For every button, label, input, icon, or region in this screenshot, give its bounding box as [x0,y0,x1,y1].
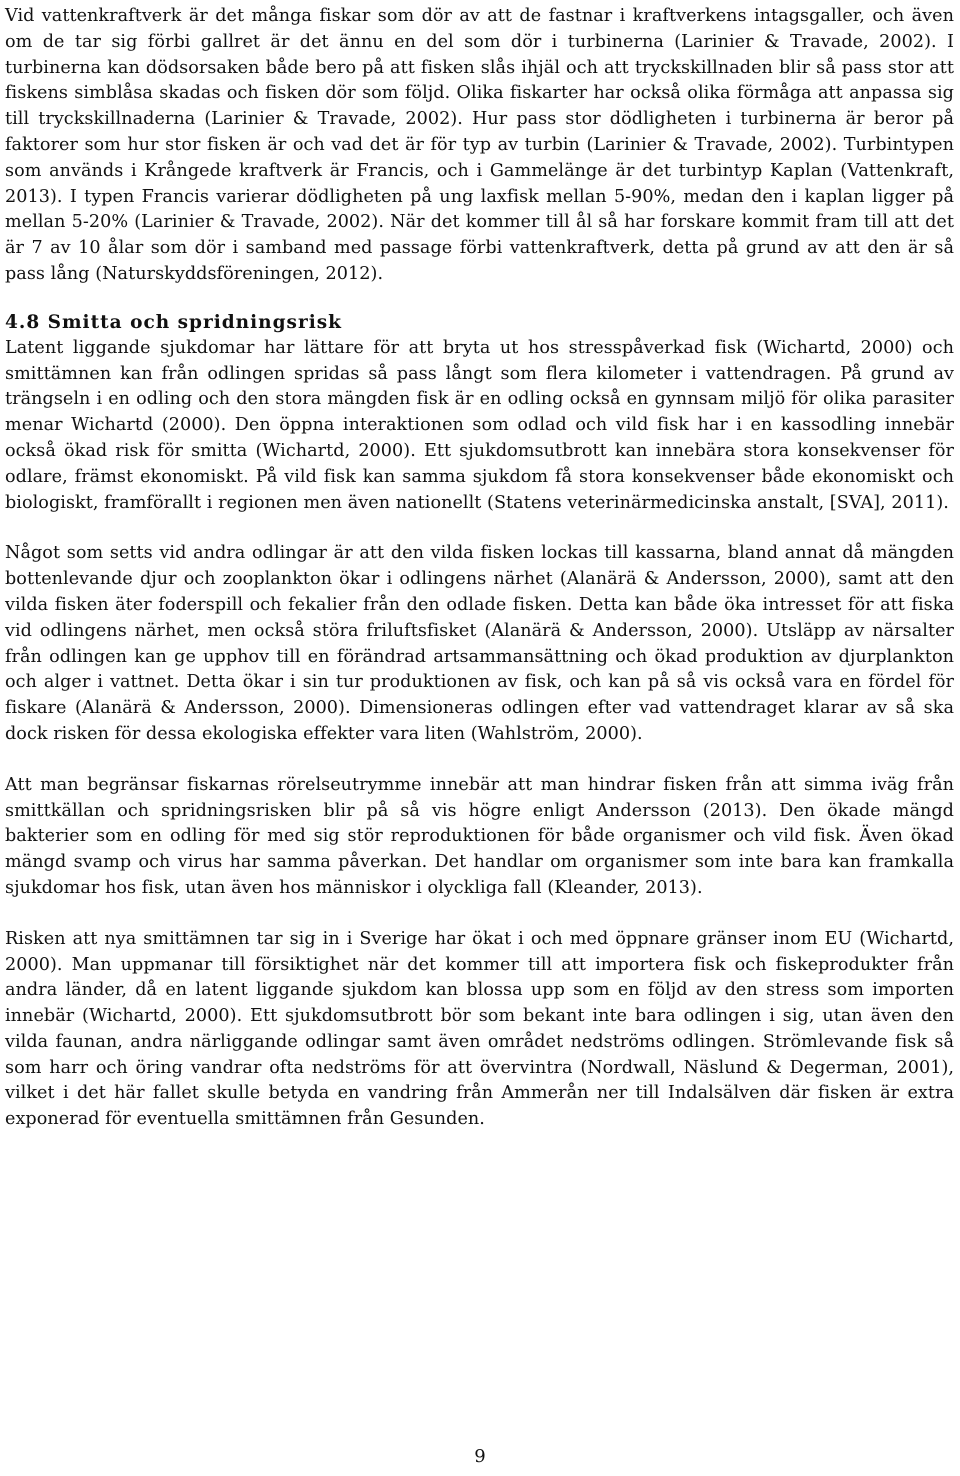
paragraph-import-risk: Risken att nya smittämnen tar sig in i Sverige har ökat i och med öppnare gränser inom EU (Wichartd, 2000). Man uppmanar till försiktighet när det kommer till att importera fisk och fiskeprodukter från andra länder, då en latent liggande sjukdom kan blossa upp som en följd av den stress som importen innebär (Wichartd, 2000). Ett sjukdomsutbrott bör som bekant inte bara odlingen i sig, utan även den vilda faunan, andra närliggande odlingar samt även området nedströms odlingen. Strömlevande fisk så som harr och öring vandrar ofta nedströms för att övervintra (Nordwall, Näslund & Degerman, 2001), vilket i det här fallet skulle betyda en vandring från Ammerån ner till Indalsälven där fisken är extra exponerad för eventuella smittämnen från Gesunden. [5,928,954,1130]
paragraph-latent-disease: Latent liggande sjukdomar har lättare för att bryta ut hos stresspåverkad fisk (Wichartd, 2000) och smittämnen kan från odlingen spridas så pass långt som flera kilometer i vattendragen. På grund av trängseln i en odling och den stora mängden fisk är en odling också en gynnsam miljö för olika parasiter menar Wichartd (2000). Den öppna interaktionen som odlad och vild fisk har i en kassodling innebär också ökad risk för smitta (Wichartd, 2000). Ett sjukdomsutbrott kan innebära stora konsekvenser för odlare, främst ekonomiskt. På vild fisk kan samma sjukdom få stora konsekvenser både ekonomiskt och biologiskt, framförallt i regionen men även nationellt (Statens veterinärmedicinska anstalt, [SVA], 2011). [5,337,954,513]
section-heading: 4.8 Smitta och spridningsrisk [5,311,342,333]
page-number: 9 [474,1446,486,1467]
paragraph-movement-restriction: Att man begränsar fiskarnas rörelseutrymme innebär att man hindrar fisken från att simma iväg från smittkällan och spridningsrisken blir på så vis högre enligt Andersson (2013). Den ökade mängd bakterier som en odling för med sig stör reproduktionen för både organismer och vild fisk. Även ökad mängd svamp och virus har samma påverkan. Det handlar om organismer som inte bara kan framkalla sjukdomar hos fisk, utan även hos människor i olyckliga fall (Kleander, 2013). [5,774,954,898]
paragraph-wild-fish-attraction: Något som setts vid andra odlingar är att den vilda fisken lockas till kassarna, bland annat då mängden bottenlevande djur och zooplankton ökar i odlingens närhet (Alanärä & Andersson, 2000), samt att den vilda fisken äter foderspill och fekalier från den odlade fisken. Detta kan både öka intresset för att fiska vid odlingens närhet, men också störa friluftsfisket (Alanärä & Andersson, 2000). Utsläpp av närsalter från odlingen kan ge upphov till en förändrad artsammansättning och ökad produktion av djurplankton och alger i vattnet. Detta ökar i sin tur produktionen av fisk, och kan på så vis också vara en fördel för fiskare (Alanärä & Andersson, 2000). Dimensioneras odlingen efter vad vattendraget klarar av så ska dock risken för dessa ekologiska effekter vara liten (Wahlström, 2000). [5,543,954,744]
paragraph-hydropower-mortality: Vid vattenkraftverk är det många fiskar som dör av att de fastnar i kraftverkens intagsgaller, och även om de tar sig förbi gallret är det ännu en del som dör i turbinerna (Larinier & Travade, 2002). I turbinerna kan dödsorsaken både bero på att fisken slås ihjäl och att tryckskillnaden blir så pass stor att fiskens simblåsa skadas och fisken dör som följd. Olika fiskarter har också olika förmåga att anpassa sig till tryckskillnaderna (Larinier & Travade, 2002). Hur pass stor dödligheten i turbinerna är beror på faktorer som hur stor fisken är och vad det är för typ av turbin (Larinier & Travade, 2002). Turbintypen som används i Krångede kraftverk är Francis, och i Gammelänge är det turbintyp Kaplan (Vattenkraft, 2013). I typen Francis varierar dödligheten på ung laxfisk mellan 5-90%, medan den i kaplan ligger på mellan 5-20% (Larinier & Travade, 2002). När det kommer till ål så har forskare kommit fram till att det är 7 av 10 ålar som dör i samband med passage förbi vattenkraftverk, detta på grund av att den är så pass lång (Naturskyddsföreningen, 2012). [5,6,954,284]
